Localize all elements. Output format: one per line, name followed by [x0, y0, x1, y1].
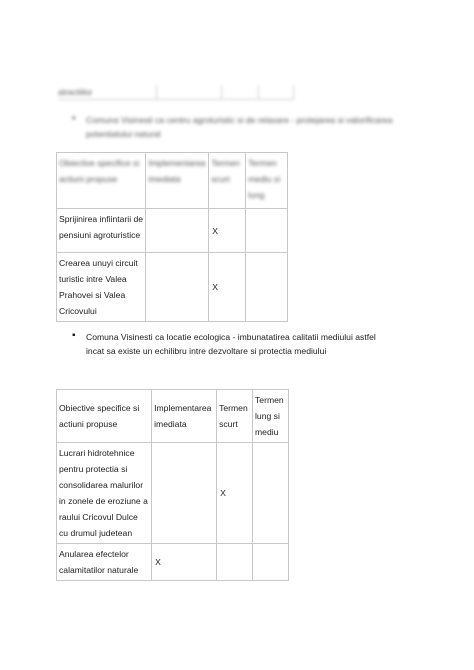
objective-cell: Lucrari hidrotehnice pentru protectia si consolidarea malurilor in zonele de eroziune a raului Cricovul Dulce cu drumul judetean — [57, 443, 152, 544]
objectives-table-2 — [56, 389, 289, 581]
header-cell: Implementarea imediata — [146, 153, 209, 209]
header-cell: Termen scurt — [217, 390, 253, 443]
table-header-row — [57, 153, 288, 209]
bullet-text-line2: incat sa existe un echilibru intre dezvoltare si protectia mediului — [86, 346, 327, 356]
mark-cell-scurt: X — [209, 253, 246, 322]
bullet-icon: ▪ — [72, 330, 76, 341]
mark-cell-scurt: X — [217, 443, 253, 544]
bullet-text-line1: Comuna Visinesti ca locatie ecologica - imbunatatirea calitatii mediului astfel — [86, 332, 376, 342]
fragment-cell — [222, 85, 259, 100]
mark-cell-lung — [246, 253, 288, 322]
table-fragment-top — [58, 85, 294, 100]
fragment-cell-text: atractiilor — [58, 85, 157, 100]
objectives-table-1 — [56, 152, 288, 322]
mark-cell-imediat — [146, 209, 209, 253]
objective-cell: Anularea efectelor calamitatilor naturale — [57, 544, 152, 581]
bullet-text-line1: Comuna Visinesti ca centru agroturistic si de relaxare - protejarea si valorificarea — [86, 115, 393, 125]
objective-cell: Crearea unuyi circuit turistic intre Valea Prahovei si Valea Cricovului — [57, 253, 146, 322]
header-cell: Termen scurt — [209, 153, 246, 209]
table-row — [57, 253, 288, 322]
mark-cell-lung — [246, 209, 288, 253]
fragment-cell — [157, 85, 222, 100]
table-header-row — [57, 390, 289, 443]
header-cell: Implementarea imediata — [152, 390, 217, 443]
header-cell: Obiective specifice si actiuni propuse — [57, 153, 146, 209]
mark-cell-scurt — [217, 544, 253, 581]
mark-cell-lung — [253, 443, 289, 544]
mark-cell-lung — [253, 544, 289, 581]
header-cell: Termen mediu si lung — [246, 153, 288, 209]
bullet-text-line2: potentialului natural — [86, 129, 161, 139]
mark-cell-imediat: X — [152, 544, 217, 581]
mark-cell-imediat — [146, 253, 209, 322]
header-cell: Termen lung si mediu — [253, 390, 289, 443]
header-cell: Obiective specifice si actiuni propuse — [57, 390, 152, 443]
bullet-icon: ▪ — [72, 113, 76, 124]
table-row — [57, 443, 289, 544]
objective-cell: Sprijinirea infiintarii de pensiuni agroturistice — [57, 209, 146, 253]
table-row — [57, 544, 289, 581]
mark-cell-scurt: X — [209, 209, 246, 253]
mark-cell-imediat — [152, 443, 217, 544]
table-row — [57, 209, 288, 253]
fragment-cell — [259, 85, 294, 100]
